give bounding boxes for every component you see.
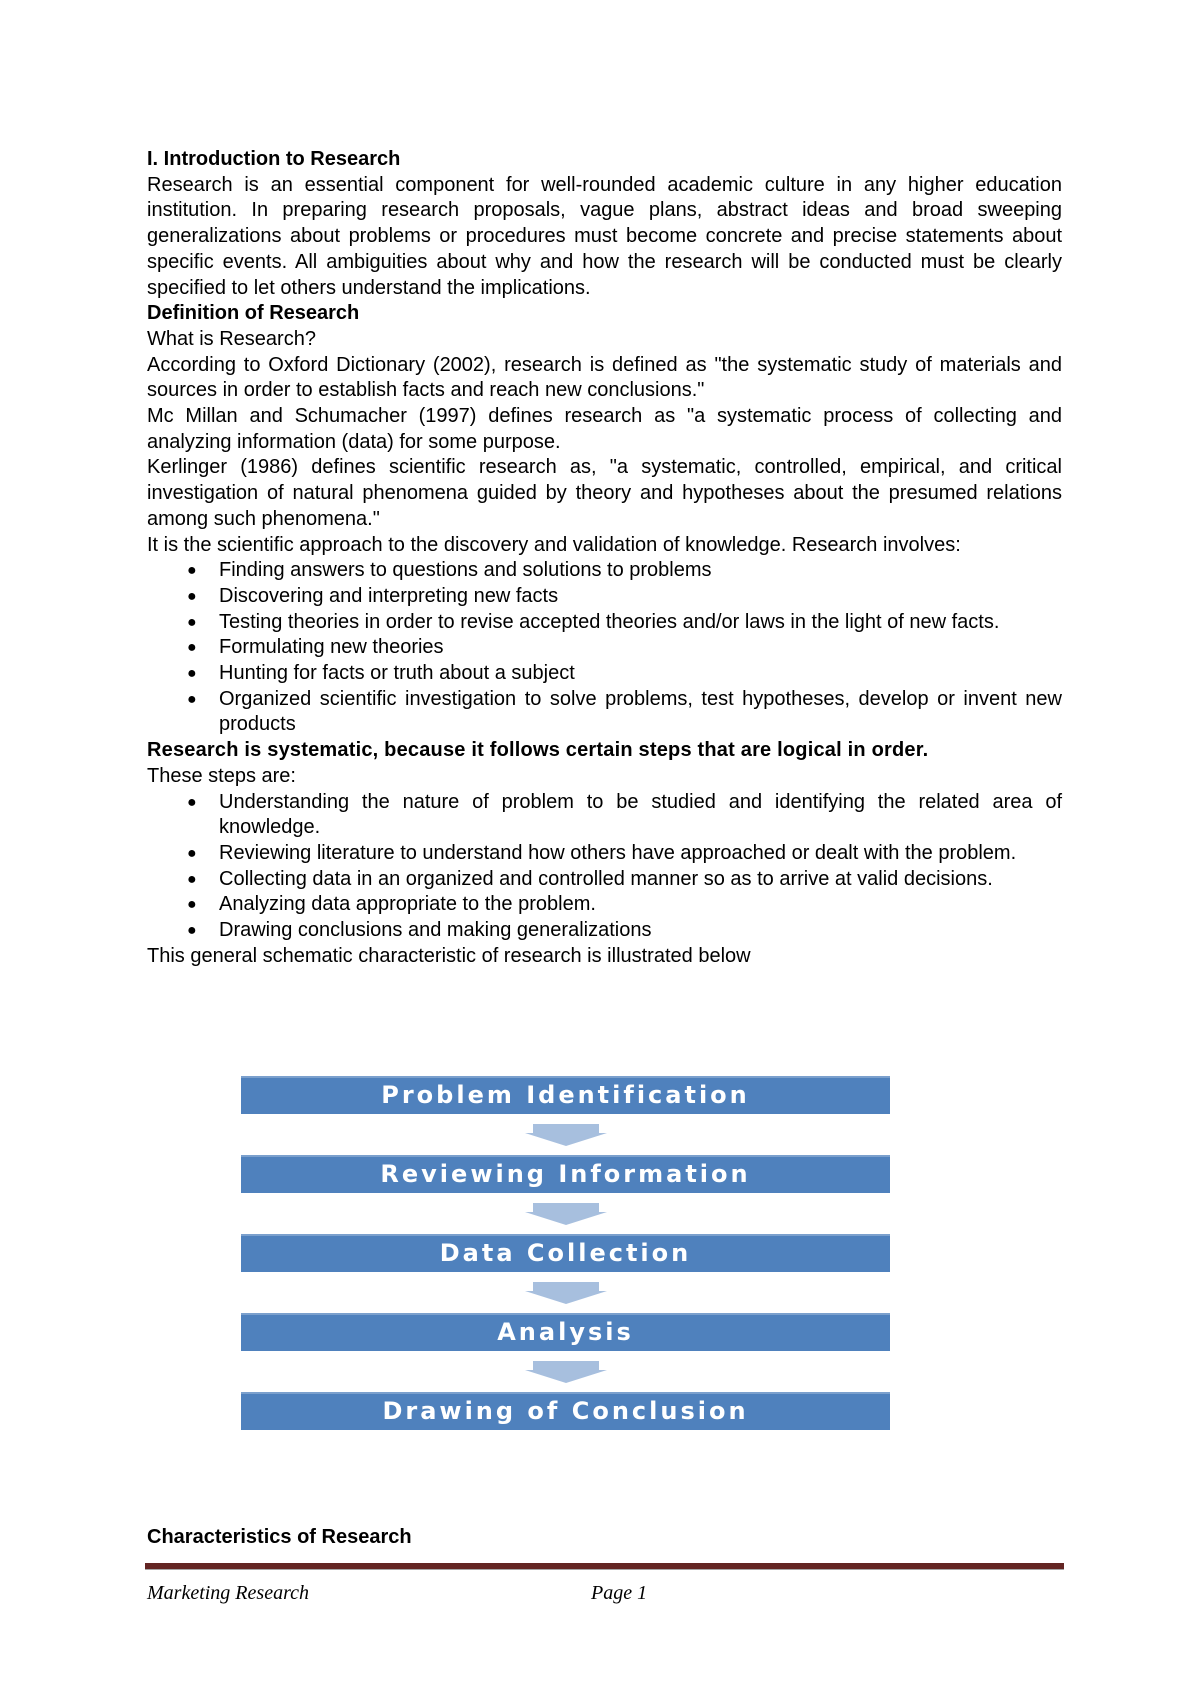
definition-heading: Definition of Research — [147, 302, 360, 325]
bullet-icon: ● — [187, 613, 197, 631]
down-arrow-icon — [241, 1351, 890, 1392]
list-item: ● Testing theories in order to revise accepted theories and/or laws in the light of new facts. — [147, 610, 1062, 636]
document-body — [147, 147, 1062, 970]
bullet-icon: ● — [187, 922, 197, 940]
research-process-flowchart — [241, 1076, 890, 1430]
list-item: ● Analyzing data appropriate to the problem. — [147, 892, 1062, 918]
bullet-icon: ● — [187, 562, 197, 580]
list-item: ● Organized scientific investigation to solve problems, test hypotheses, develop or invent new products — [187, 687, 1062, 736]
bullet-icon: ● — [187, 665, 197, 683]
bullet-icon: ● — [187, 844, 197, 862]
characteristics-heading: Characteristics of Research — [147, 1526, 412, 1548]
intro-heading: I. Introduction to Research — [147, 148, 401, 170]
list-item: ● Discovering and interpreting new facts — [147, 584, 1062, 610]
down-arrow-icon — [241, 1193, 890, 1234]
steps-list — [147, 790, 1062, 944]
list-item: ● Reviewing literature to understand how others have approached or dealt with the problem. — [147, 841, 1062, 867]
down-arrow-icon — [241, 1272, 890, 1313]
mcmillan-definition: Mc Millan and Schumacher (1997) defines research as "a systematic process of collecting and analyzing information (data) for some purpose. — [147, 405, 1062, 453]
footer-divider — [145, 1563, 1064, 1570]
intro-paragraph: Research is an essential component for well-rounded academic culture in any higher education institution. In preparing research proposals, vague plans, abstract ideas and broad sweeping generalizations about problems or procedures must become concrete and precise statements about specific events. All ambiguities about why and how the research will be conducted must be clearly specified to let others understand the implications. — [147, 173, 1062, 299]
list-item: ● Understanding the nature of problem to be studied and identifying the related area of knowledge. — [187, 790, 1062, 839]
steps-intro: These steps are: — [147, 764, 296, 787]
flow-step-drawing-of-conclusion: Drawing of Conclusion — [241, 1392, 890, 1430]
bullet-icon: ● — [187, 870, 197, 888]
flow-step-analysis: Analysis — [241, 1313, 890, 1351]
down-arrow-icon — [241, 1114, 890, 1155]
bullet-icon: ● — [187, 793, 197, 811]
bullet-icon: ● — [187, 587, 197, 605]
list-item: ● Hunting for facts or truth about a subject — [147, 661, 1062, 687]
schematic-note: This general schematic characteristic of research is illustrated below — [147, 944, 751, 967]
definition-question: What is Research? — [147, 327, 316, 350]
footer-title: Marketing Research — [147, 1582, 309, 1604]
flow-step-data-collection: Data Collection — [241, 1234, 890, 1272]
oxford-definition: According to Oxford Dictionary (2002), research is defined as "the systematic study of materials and sources in order to establish facts and reach new conclusions." — [147, 353, 1062, 402]
bullet-icon: ● — [187, 896, 197, 914]
flow-step-problem-identification: Problem Identification — [241, 1076, 890, 1114]
flow-step-reviewing-information: Reviewing Information — [241, 1155, 890, 1193]
list-item: ● Collecting data in an organized and controlled manner so as to arrive at valid decisions. — [147, 867, 1062, 893]
systematic-statement: Research is systematic, because it follows certain steps that are logical in order. — [147, 739, 929, 762]
list-item: ● Finding answers to questions and solutions to problems — [147, 558, 1062, 584]
approach-text: It is the scientific approach to the discovery and validation of knowledge. Research involves: — [147, 533, 961, 556]
kerlinger-definition: Kerlinger (1986) defines scientific research as, "a systematic, controlled, empirical, and critical investigation of natural phenomena guided by theory and hypotheses about the presumed relations among such phenomena." — [147, 456, 1062, 530]
involves-list — [147, 558, 1062, 738]
page-number: Page 1 — [591, 1582, 648, 1604]
bullet-icon: ● — [187, 639, 197, 657]
bullet-icon: ● — [187, 690, 197, 708]
list-item: ● Drawing conclusions and making generalizations — [147, 918, 1062, 944]
list-item: ● Formulating new theories — [147, 635, 1062, 661]
